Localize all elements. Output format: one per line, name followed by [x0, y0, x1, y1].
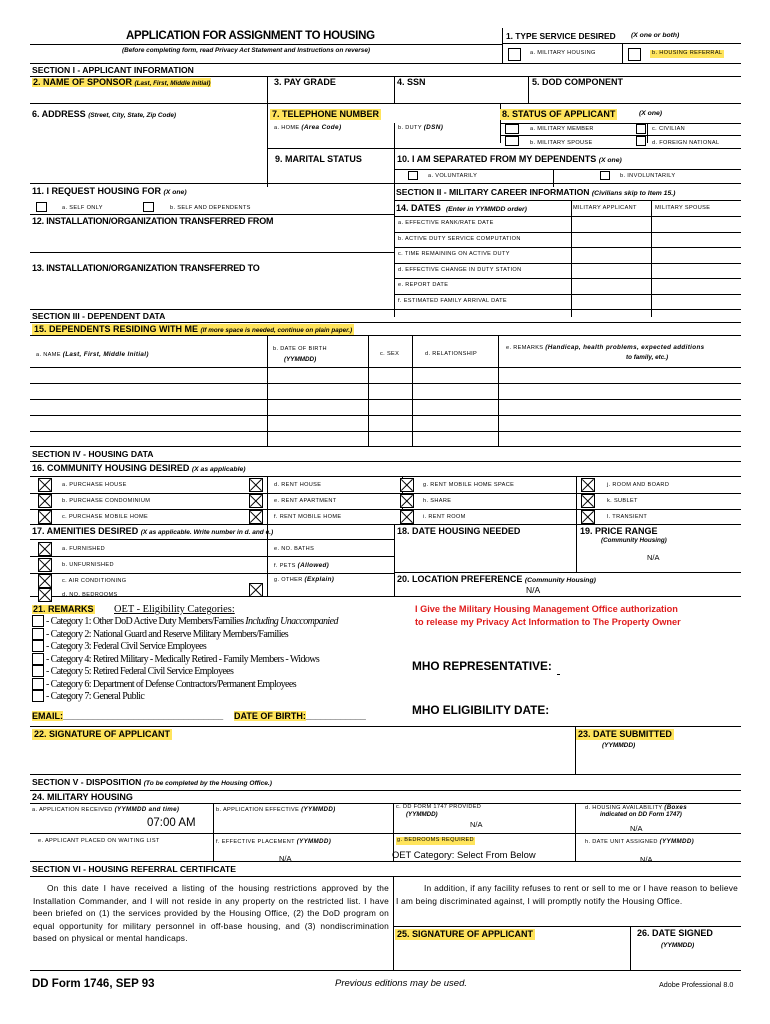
category-1-checkbox[interactable]: [32, 615, 44, 627]
oet-category-select[interactable]: OET Category: Select From Below: [392, 849, 536, 860]
referral-certificate-text-right: In addition, if any facility refuses to rent or sell to me or I have reason to believe I am being discriminated against, I will promptly notify the Housing Office.: [396, 883, 738, 906]
privacy-authorization-line1: I Give the Military Housing Management Office authorization: [415, 604, 678, 614]
date-unit-assigned-value[interactable]: N/A: [640, 855, 653, 864]
mho-eligibility-date-label: MHO ELIGIBILITY DATE:: [412, 703, 550, 717]
category-1-label: - Category 1: Other DoD Active Duty Members/Families Including Unaccompanied: [46, 616, 338, 627]
self-and-dependents-checkbox[interactable]: [143, 202, 154, 212]
category-4-label: - Category 4: Retired Military - Medically Retired - Family Members - Widows: [46, 654, 320, 665]
unfurnished-checkbox[interactable]: [38, 558, 52, 572]
no-baths-label: e. NO. BATHS: [274, 546, 315, 552]
item20-label: 20. LOCATION PREFERENCE (Community Housing): [397, 574, 596, 584]
housing-referral-checkbox[interactable]: [628, 48, 641, 61]
transferred-from-field[interactable]: [32, 227, 392, 250]
involuntarily-checkbox[interactable]: [600, 171, 610, 180]
service-computation-label: b. ACTIVE DUTY SERVICE COMPUTATION: [398, 236, 521, 242]
item19-label: 19. PRICE RANGE: [580, 526, 658, 536]
room-and-board-label: j. ROOM AND BOARD: [607, 482, 670, 488]
dd1747-provided-label: c. DD FORM 1747 PROVIDED: [396, 804, 482, 810]
rank-date-label: a. EFFECTIVE RANK/RATE DATE: [398, 220, 494, 226]
item13-label: 13. INSTALLATION/ORGANIZATION TRANSFERRED TO: [32, 263, 260, 273]
pets-label: f. PETS (Allowed): [274, 562, 330, 569]
dod-component-field[interactable]: [532, 87, 738, 101]
self-only-label: a. SELF ONLY: [62, 205, 103, 211]
self-only-checkbox[interactable]: [36, 202, 47, 212]
category-2-label: - Category 2: National Guard and Reserve Military Members/Families: [46, 629, 288, 640]
air-conditioning-label: c. AIR CONDITIONING: [62, 578, 127, 584]
dependent-rows[interactable]: [30, 368, 741, 446]
item9-label: 9. MARITAL STATUS: [275, 154, 362, 164]
waiting-list-label: e. APPLICANT PLACED ON WAITING LIST: [38, 838, 160, 844]
item14-label: 14. DATES (Enter in YYMMDD order): [396, 203, 527, 213]
item16-label: 16. COMMUNITY HOUSING DESIRED (X as applicable): [32, 463, 246, 473]
other-amenity-label: g. OTHER (Explain): [274, 576, 335, 583]
dd1747-provided-hint: (YYMMDD): [406, 811, 438, 818]
category-5-label: - Category 5: Retired Federal Civil Service Employees: [46, 666, 234, 677]
report-date-label: e. REPORT DATE: [398, 282, 449, 288]
item2-label: 2. NAME OF SPONSOR (Last, First, Middle Initial): [33, 77, 211, 87]
category-2-checkbox[interactable]: [32, 628, 44, 640]
section3-title: SECTION III - DEPENDENT DATA: [32, 311, 166, 321]
col-military-spouse: MILITARY SPOUSE: [655, 205, 711, 211]
rent-house-checkbox[interactable]: [249, 478, 263, 492]
application-effective-label: b. APPLICATION EFFECTIVE (YYMMDD): [216, 806, 336, 813]
bedrooms-required-label: g. BEDROOMS REQUIRED: [397, 837, 474, 843]
item15-label: 15. DEPENDENTS RESIDING WITH ME (If more space is needed, continue on plain paper.): [34, 324, 353, 334]
section2-title: SECTION II - MILITARY CAREER INFORMATION (Civilians skip to Item 15.): [396, 187, 676, 197]
foreign-national-checkbox[interactable]: [636, 136, 646, 146]
item7-label: 7. TELEPHONE NUMBER: [272, 109, 380, 119]
section6-title: SECTION VI - HOUSING REFERRAL CERTIFICATE: [32, 864, 237, 874]
transient-label: l. TRANSIENT: [607, 514, 648, 520]
military-member-checkbox[interactable]: [505, 124, 519, 134]
ssn-field[interactable]: [397, 87, 525, 101]
sublet-label: k. SUBLET: [607, 498, 638, 504]
housing-referral-label: b. HOUSING REFERRAL: [652, 50, 723, 56]
involuntarily-label: b. INVOLUNTARILY: [620, 173, 676, 179]
housing-availability-label: d. HOUSING AVAILABILITY (Boxes: [585, 804, 688, 811]
sponsor-name-field[interactable]: [32, 87, 264, 101]
referral-certificate-text-left: On this date I have received a listing of the housing restrictions approved by the Installation Commander, and I will not reside in any property on the restricted list. I have been briefed on (1) the services provided by the Housing Office, (2) the DoD program on equal opportunity for military personnel in off-base housing, and (3) nondiscrimination based on physical or mental handicaps.: [33, 883, 389, 944]
civilian-label: c. CIVILIAN: [652, 126, 686, 132]
purchase-mobile-home-checkbox[interactable]: [38, 510, 52, 524]
application-received-label: a. APPLICATION RECEIVED (YYMMDD and time): [32, 806, 180, 813]
self-and-dependents-label: b. SELF AND DEPENDENTS: [170, 205, 251, 211]
item19-hint: (Community Housing): [601, 537, 667, 544]
item1-hint: (X one or both): [631, 32, 680, 39]
mho-representative-label: MHO REPRESENTATIVE:: [412, 659, 552, 673]
housing-availability-value[interactable]: N/A: [630, 824, 643, 833]
rent-mobile-home-checkbox[interactable]: [249, 510, 263, 524]
time-remaining-label: c. TIME REMAINING ON ACTIVE DUTY: [398, 251, 510, 257]
rent-mobile-space-checkbox[interactable]: [400, 478, 414, 492]
referral-signature-field[interactable]: [396, 940, 628, 968]
effective-placement-label: f. EFFECTIVE PLACEMENT (YYMMDD): [216, 838, 332, 845]
item17-label: 17. AMENITIES DESIRED (X as applicable. Write number in d. and e.): [32, 526, 274, 536]
item3-label: 3. PAY GRADE: [274, 77, 336, 87]
rent-room-label: i. RENT ROOM: [423, 514, 466, 520]
privacy-authorization-line2: to release my Privacy Act Information to The Property Owner: [415, 617, 681, 627]
purchase-condo-label: b. PURCHASE CONDOMINIUM: [62, 498, 151, 504]
item22-label: 22. SIGNATURE OF APPLICANT: [34, 729, 171, 739]
item21-label: 21. REMARKS: [33, 604, 94, 614]
category-5-checkbox[interactable]: [32, 665, 44, 677]
dependent-remarks-header: e. REMARKS (Handicap, health problems, expected additions: [506, 344, 705, 351]
no-bedrooms-label: d. NO. BEDROOMS: [62, 592, 118, 598]
dependent-dob-hint: (YYMMDD): [284, 356, 317, 363]
item1-label: 1. TYPE SERVICE DESIRED: [506, 31, 616, 41]
furnished-label: a. FURNISHED: [62, 546, 106, 552]
share-label: h. SHARE: [423, 498, 452, 504]
item26-hint: (YYMMDD): [661, 942, 695, 949]
rent-apartment-checkbox[interactable]: [249, 494, 263, 508]
rent-mobile-space-label: g. RENT MOBILE HOME SPACE: [423, 482, 515, 488]
military-housing-checkbox[interactable]: [508, 48, 521, 61]
dependent-dob-header: b. DATE OF BIRTH: [273, 346, 327, 352]
military-housing-label: a. MILITARY HOUSING: [530, 50, 596, 56]
item4-label: 4. SSN: [397, 77, 426, 87]
military-spouse-dates-column[interactable]: [653, 217, 739, 309]
housing-application-form: [30, 28, 741, 1024]
waiting-list-field[interactable]: [32, 846, 210, 860]
form-number: DD Form 1746, SEP 93: [32, 978, 155, 990]
form-subtitle: (Before completing form, read Privacy Act Statement and Instructions on reverse): [122, 47, 370, 54]
duty-phone-field[interactable]: [396, 132, 498, 146]
change-duty-station-label: d. EFFECTIVE CHANGE IN DUTY STATION: [398, 267, 522, 273]
email-label[interactable]: EMAIL:________________________________: [32, 711, 224, 721]
effective-placement-value[interactable]: N/A: [279, 854, 292, 863]
category-3-checkbox[interactable]: [32, 640, 44, 652]
purchase-mobile-home-label: c. PURCHASE MOBILE HOME: [62, 514, 149, 520]
item24-label: 24. MILITARY HOUSING: [32, 792, 133, 802]
transferred-to-field[interactable]: [32, 275, 392, 307]
other-amenity-checkbox[interactable]: [249, 583, 263, 597]
no-bedrooms-checkbox[interactable]: [38, 588, 52, 602]
share-checkbox[interactable]: [400, 494, 414, 508]
transient-checkbox[interactable]: [581, 510, 595, 524]
item5-label: 5. DOD COMPONENT: [532, 77, 624, 87]
mho-eligibility-date-field[interactable]: [560, 700, 738, 722]
item18-label: 18. DATE HOUSING NEEDED: [397, 526, 521, 536]
housing-availability-hint: indicated on DD Form 1747): [600, 811, 682, 818]
category-7-checkbox[interactable]: [32, 690, 44, 702]
unfurnished-label: b. UNFURNISHED: [62, 562, 114, 568]
category-6-checkbox[interactable]: [32, 678, 44, 690]
item10-label: 10. I AM SEPARATED FROM MY DEPENDENTS (X one): [397, 154, 622, 164]
pay-grade-field[interactable]: [270, 87, 392, 101]
room-and-board-checkbox[interactable]: [581, 478, 595, 492]
mho-representative-field[interactable]: [560, 654, 738, 676]
date-signed-field[interactable]: [633, 952, 739, 968]
item12-label: 12. INSTALLATION/ORGANIZATION TRANSFERRED FROM: [32, 216, 274, 226]
home-phone-label: a. HOME (Area Code): [274, 124, 342, 131]
dependent-sex-header: c. SEX: [380, 351, 400, 357]
item25-label: 25. SIGNATURE OF APPLICANT: [397, 929, 534, 939]
home-phone-field[interactable]: [270, 132, 392, 146]
date-needed-field[interactable]: [397, 538, 573, 570]
oet-title: OET - Eligibility Categories:: [114, 604, 235, 615]
category-7-label: - Category 7: General Public: [46, 691, 145, 702]
voluntarily-label: a. VOLUNTARILY: [428, 173, 478, 179]
air-conditioning-checkbox[interactable]: [38, 574, 52, 588]
dob-label[interactable]: DATE OF BIRTH:____________: [234, 711, 366, 721]
category-3-label: - Category 3: Federal Civil Service Employees: [46, 641, 207, 652]
form-title: APPLICATION FOR ASSIGNMENT TO HOUSING: [126, 30, 375, 42]
military-member-label: a. MILITARY MEMBER: [530, 126, 594, 132]
foreign-national-label: d. FOREIGN NATIONAL: [652, 140, 720, 146]
purchase-condo-checkbox[interactable]: [38, 494, 52, 508]
price-range-value[interactable]: N/A: [647, 553, 660, 562]
purchase-house-label: a. PURCHASE HOUSE: [62, 482, 127, 488]
military-spouse-checkbox[interactable]: [505, 136, 519, 146]
item11-label: 11. I REQUEST HOUSING FOR (X one): [32, 186, 187, 196]
dependent-remarks-hint: to family, etc.): [626, 354, 669, 361]
item23-hint: (YYMMDD): [602, 742, 636, 749]
dd1747-provided-value[interactable]: N/A: [470, 820, 483, 829]
software-version: Adobe Professional 8.0: [659, 980, 734, 989]
section1-title: SECTION I - APPLICANT INFORMATION: [32, 65, 194, 75]
rent-apartment-label: e. RENT APARTMENT: [274, 498, 337, 504]
dependent-name-header: a. NAME (Last, First, Middle Initial): [36, 351, 149, 358]
address-field[interactable]: [32, 120, 264, 180]
date-submitted-field[interactable]: [578, 752, 738, 772]
dependent-relationship-header: d. RELATIONSHIP: [425, 351, 478, 357]
marital-status-field[interactable]: [270, 165, 392, 181]
item23-label: 23. DATE SUBMITTED: [578, 729, 672, 739]
item26-label: 26. DATE SIGNED: [637, 928, 713, 938]
item8-label: 8. STATUS OF APPLICANT: [502, 109, 616, 119]
voluntarily-checkbox[interactable]: [408, 171, 418, 180]
item6-label: 6. ADDRESS (Street, City, State, Zip Code): [32, 109, 177, 119]
category-4-checkbox[interactable]: [32, 653, 44, 665]
col-military-applicant: MILITARY APPLICANT: [573, 205, 637, 211]
application-effective-field[interactable]: [216, 817, 391, 831]
rent-mobile-home-label: f. RENT MOBILE HOME: [274, 514, 342, 520]
sublet-checkbox[interactable]: [581, 494, 595, 508]
section5-title: SECTION V - DISPOSITION (To be completed by the Housing Office.): [32, 777, 272, 787]
location-preference-value[interactable]: N/A: [526, 585, 541, 595]
purchase-house-checkbox[interactable]: [38, 478, 52, 492]
application-received-value[interactable]: 07:00 AM: [147, 817, 196, 829]
civilian-checkbox[interactable]: [636, 124, 646, 134]
applicant-signature-field[interactable]: [32, 740, 572, 772]
date-unit-assigned-label: h. DATE UNIT ASSIGNED (YYMMDD): [585, 838, 695, 845]
section4-title: SECTION IV - HOUSING DATA: [32, 449, 154, 459]
rent-house-label: d. RENT HOUSE: [274, 482, 322, 488]
category-6-label: - Category 6: Department of Defense Contractors/Permanent Employees: [46, 679, 296, 690]
duty-phone-label: b. DUTY (DSN): [398, 124, 444, 131]
furnished-checkbox[interactable]: [38, 542, 52, 556]
previous-editions-note: Previous editions may be used.: [335, 978, 468, 989]
family-arrival-label: f. ESTIMATED FAMILY ARRIVAL DATE: [398, 298, 508, 304]
rent-room-checkbox[interactable]: [400, 510, 414, 524]
military-applicant-dates-column[interactable]: [573, 217, 649, 309]
military-spouse-label: b. MILITARY SPOUSE: [530, 140, 593, 146]
item8-hint: (X one): [639, 110, 663, 117]
